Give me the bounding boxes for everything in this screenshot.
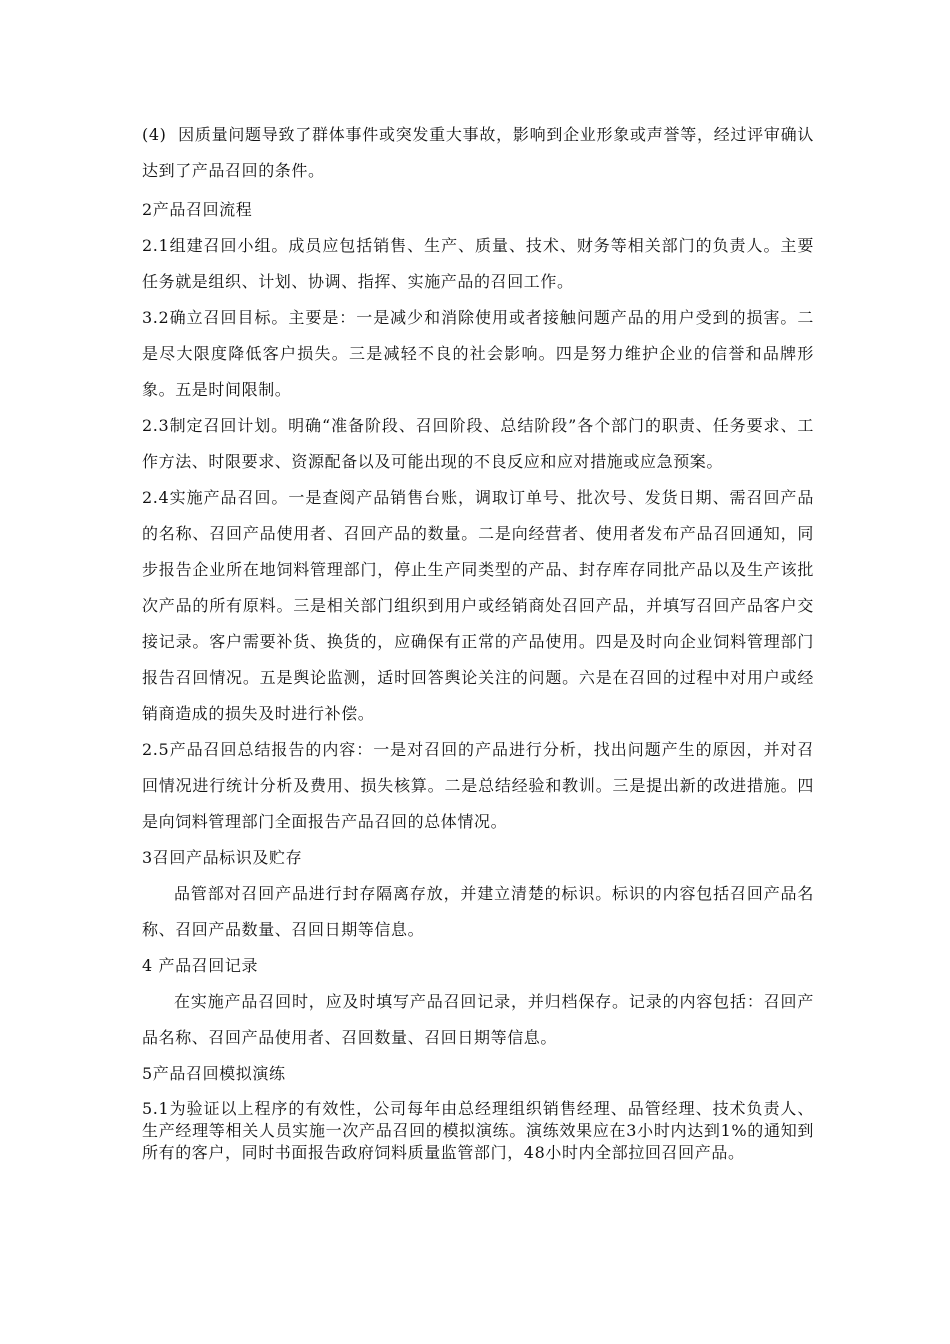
section-heading-5: 5产品召回模拟演练: [142, 1064, 286, 1083]
section-heading-4: 4 产品召回记录: [142, 956, 259, 975]
paragraph-2-1: 2.1组建召回小组。成员应包括销售、生产、质量、技术、财务等相关部门的负责人。主要任务就是组织、计划、协调、指挥、实施产品的召回工作。: [142, 236, 814, 291]
paragraph-4-body: 在实施产品召回时，应及时填写产品召回记录，并归档保存。记录的内容包括：召回产品名称、召回产品使用者、召回数量、召回日期等信息。: [142, 992, 814, 1047]
document-body: [142, 117, 814, 1164]
paragraph-2-4: 2.4实施产品召回。一是查阅产品销售台账，调取订单号、批次号、发货日期、需召回产品的名称、召回产品使用者、召回产品的数量。二是向经营者、使用者发布产品召回通知，同步报告企业所在地饲料管理部门，停止生产同类型的产品、封存库存同批产品以及生产该批次产品的所有原料。三是相关部门组织到用户或经销商处召回产品，并填写召回产品客户交接记录。客户需要补货、换货的，应确保有正常的产品使用。四是及时向企业饲料管理部门报告召回情况。五是舆论监测，适时回答舆论关注的问题。六是在召回的过程中对用户或经销商造成的损失及时进行补偿。: [142, 488, 814, 723]
paragraph-2-5: 2.5产品召回总结报告的内容：一是对召回的产品进行分析，找出问题产生的原因，并对召回情况进行统计分析及费用、损失核算。二是总结经验和教训。三是提出新的改进措施。四是向饲料管理部门全面报告产品召回的总体情况。: [142, 740, 814, 831]
paragraph-2-3: 2.3制定召回计划。明确“准备阶段、召回阶段、总结阶段”各个部门的职责、任务要求、工作方法、时限要求、资源配备以及可能出现的不良反应和应对措施或应急预案。: [142, 416, 814, 471]
paragraph-3-body: 品管部对召回产品进行封存隔离存放，并建立清楚的标识。标识的内容包括召回产品名称、召回产品数量、召回日期等信息。: [142, 884, 814, 939]
paragraph-3-2: 3.2确立召回目标。主要是：一是减少和消除使用或者接触问题产品的用户受到的损害。二是尽大限度降低客户损失。三是减轻不良的社会影响。四是努力维护企业的信誉和品牌形象。五是时间限制。: [142, 308, 814, 399]
section-heading-3: 3召回产品标识及贮存: [142, 848, 303, 867]
section-heading-2: 2产品召回流程: [142, 200, 253, 219]
paragraph-condition-4: (4) 因质量问题导致了群体事件或突发重大事故，影响到企业形象或声誉等，经过评审确认达到了产品召回的条件。: [142, 125, 814, 180]
paragraph-5-1: 5.1为验证以上程序的有效性，公司每年由总经理组织销售经理、品管经理、技术负责人、生产经理等相关人员实施一次产品召回的模拟演练。演练效果应在3小时内达到1%的通知到所有的客户，同时书面报告政府饲料质量监管部门，48小时内全部拉回召回产品。: [142, 1099, 814, 1162]
